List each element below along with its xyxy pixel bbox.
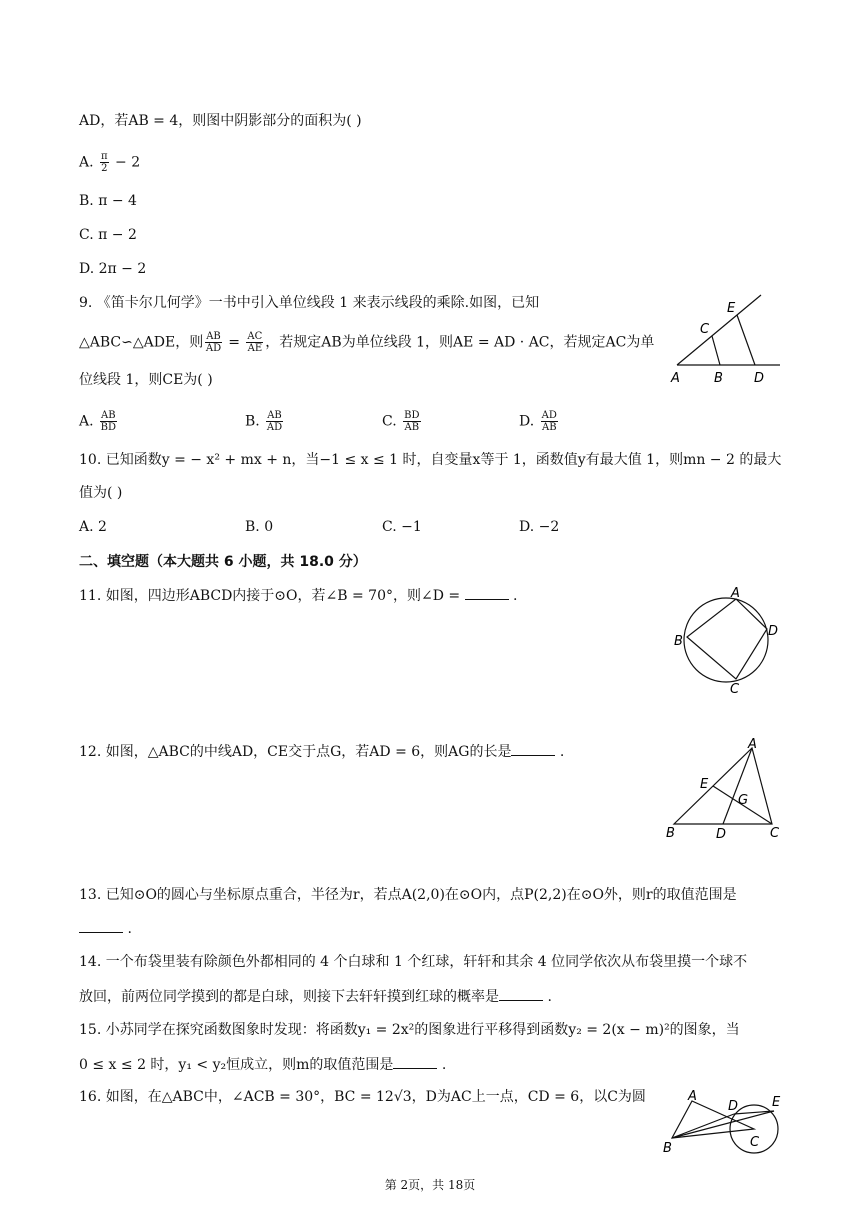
q8-stem-line: AD，若AB = 4，则图中阴影部分的面积为( ) [79, 113, 362, 129]
q12-label-c: C [770, 826, 780, 841]
q11-stem: 11. 如图，四边形ABCD内接于⊙O，若∠B = 70°，则∠D = . [79, 585, 517, 606]
q14-stem-line-1: 14. 一个布袋里装有除颜色外都相同的 4 个白球和 1 个红球，轩轩和其余 4 位同学依次从布袋里摸一个球不 [79, 954, 748, 970]
q16-label-a: A [688, 1089, 697, 1104]
q9-stem-line-3: 位线段 1，则CE为( ) [79, 372, 213, 388]
q9-option-d: D. $\frac{AD}{AB}$ [519, 410, 557, 433]
q12-label-a: A [748, 738, 757, 752]
q12-figure [662, 738, 787, 844]
page-number-footer: 第 2页，共 18页 [384, 1178, 476, 1192]
q12-label-g: G [738, 793, 749, 808]
q16-label-c: C [750, 1135, 760, 1150]
q12-label-b: B [666, 826, 675, 841]
q10-option-b: B. 0 [245, 519, 274, 535]
q9-option-a: A. $\frac{AB}{BD}$ [79, 410, 116, 433]
q14-stem-line-2: 放回，前两位同学摸到的都是白球，则接下去轩轩摸到红球的概率是 . [79, 986, 552, 1007]
q13-stem-line-1: 13. 已知⊙O的圆心与坐标原点重合，半径为r，若点A(2,0)在⊙O内，点P(2,2)在⊙O外，则r的取值范围是 [79, 887, 737, 903]
q16-figure [660, 1086, 790, 1166]
q11-label-d: D [768, 624, 779, 639]
q14-answer-blank[interactable] [499, 986, 543, 1001]
q15-answer-blank[interactable] [393, 1054, 437, 1069]
q16-label-b: B [663, 1141, 672, 1156]
q16-label-d: D [728, 1099, 739, 1114]
q11-label-b: B [674, 634, 683, 649]
q13-answer-blank[interactable] [79, 918, 123, 933]
q13-stem-line-2: . [79, 918, 132, 939]
q16-stem-line-1: 16. 如图，在△ABC中，∠ACB = 30°，BC = 12√3，D为AC上一点，CD = 6，以C为圆 [79, 1089, 646, 1105]
q8-option-c: C. π − 2 [79, 227, 137, 243]
q9-label-b: B [714, 371, 723, 385]
q9-option-b: B. $\frac{AB}{AD}$ [245, 410, 283, 433]
q11-label-c: C [730, 682, 740, 695]
q9-stem-line-1: 9. 《笛卡尔几何学》一书中引入单位线段 1 来表示线段的乘除.如图，已知 [79, 295, 540, 311]
q15-stem-line-1: 15. 小苏同学在探究函数图象时发现：将函数y₁ = 2x²的图象进行平移得到函数y₂ = 2(x − m)²的图象，当 [79, 1022, 740, 1038]
q12-answer-blank[interactable] [511, 741, 555, 756]
q16-label-e: E [772, 1095, 781, 1110]
q9-label-e: E [727, 301, 736, 316]
q11-answer-blank[interactable] [465, 585, 509, 600]
q10-stem-line-2: 值为( ) [79, 485, 123, 501]
q10-stem-line-1: 10. 已知函数y = − x² + mx + n，当−1 ≤ x ≤ 1 时，自变量x等于 1，函数值y有最大值 1，则mn − 2 的最大 [79, 452, 782, 468]
q11-label-a: A [731, 586, 740, 601]
q8-option-d: D. 2π − 2 [79, 261, 147, 277]
section-heading-fill-in: 二、填空题（本大题共 6 小题，共 18.0 分） [79, 554, 367, 570]
q10-option-a: A. 2 [79, 519, 107, 535]
q12-label-d: D [716, 827, 727, 842]
q9-option-c: C. $\frac{BD}{AB}$ [382, 410, 420, 433]
q10-option-c: C. −1 [382, 519, 422, 535]
q8-option-b: B. π − 4 [79, 193, 137, 209]
q9-label-d: D [754, 371, 765, 385]
q12-stem: 12. 如图，△ABC的中线AD，CE交于点G，若AD = 6，则AG的长是 . [79, 741, 564, 762]
q12-label-e: E [700, 777, 709, 792]
q11-figure [668, 585, 788, 695]
q10-option-d: D. −2 [519, 519, 560, 535]
q9-label-a: A [671, 371, 680, 385]
q15-stem-line-2: 0 ≤ x ≤ 2 时，y₁ < y₂恒成立，则m的取值范围是 . [79, 1054, 446, 1075]
q9-stem-line-2: △ABC∽△ADE，则 $\frac{AB}{AD}$ = $\frac{AC}{AE}$ ，若规定AB为单位线段 1，则AE = AD · AC，若规定AC为单 [79, 331, 655, 354]
q8-option-a: A. $\frac{\pi}{2}$ − 2 [79, 151, 141, 174]
q9-label-c: C [700, 322, 710, 337]
q9-figure [665, 290, 785, 385]
